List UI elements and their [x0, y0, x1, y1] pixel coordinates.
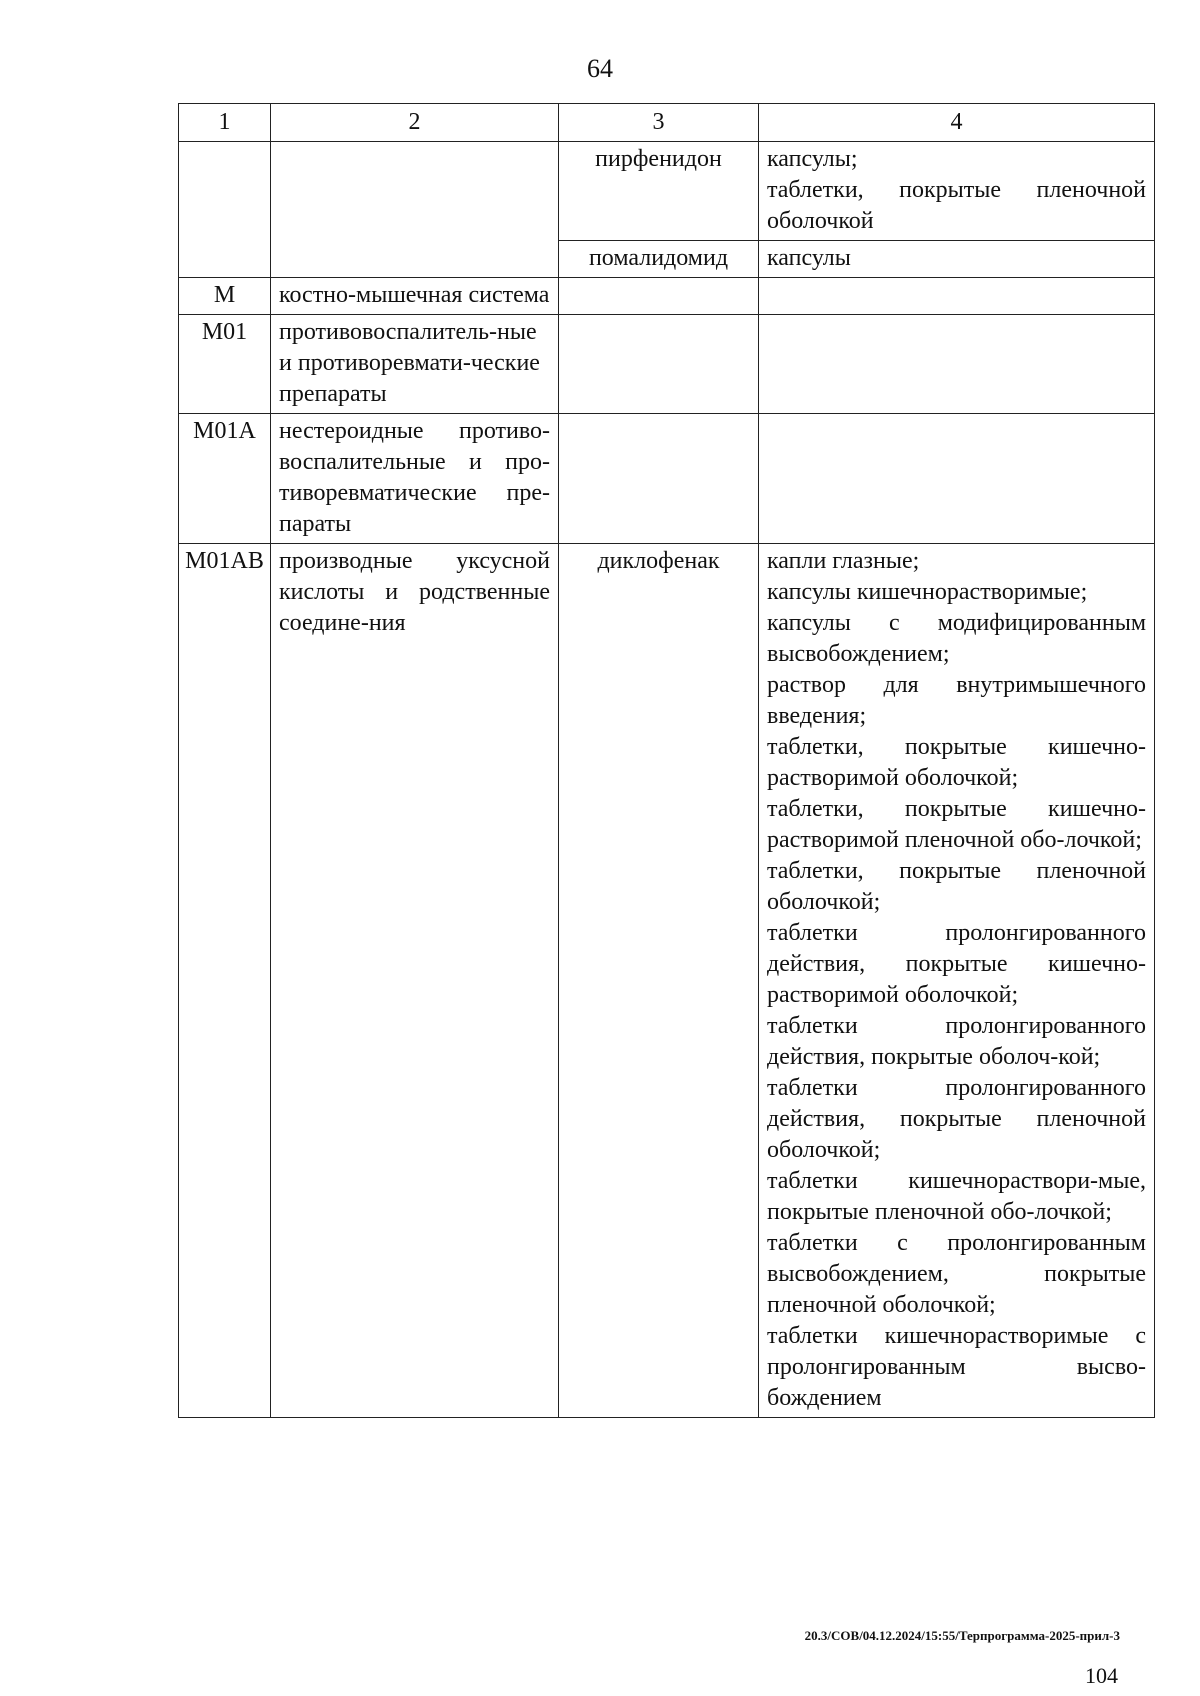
dosage-form-item: капсулы; — [767, 146, 858, 172]
dosage-form-item: капсулы кишечнорастворимые; — [767, 579, 1088, 605]
dosage-form-item: капли глазные; — [767, 548, 920, 574]
dosage-form-item: таблетки пролонгированного действия, покрытые оболоч-кой; — [767, 1013, 1146, 1070]
dosage-form-item: таблетки, покрытые пленочной оболочкой; — [767, 858, 1146, 915]
dosage-form-item: таблетки, покрытые кишечно-растворимой оболочкой; — [767, 734, 1146, 791]
drug-name-cell: помалидомид — [559, 241, 759, 278]
atc-code-cell: M — [179, 278, 271, 315]
atc-code-cell: M01 — [179, 315, 271, 414]
table-row — [179, 315, 1155, 414]
group-name-cell — [271, 142, 559, 278]
table-row — [179, 544, 1155, 1418]
header-cell: 2 — [271, 104, 559, 142]
dosage-forms-cell — [759, 241, 1155, 278]
group-name-cell: противовоспалитель-ные и противоревмати-ческие препараты — [271, 315, 559, 414]
table-row — [179, 142, 1155, 241]
dosage-forms-cell — [759, 142, 1155, 241]
atc-code-cell: M01A — [179, 414, 271, 544]
header-cell: 1 — [179, 104, 271, 142]
group-name-cell: костно-мышечная система — [271, 278, 559, 315]
group-name-cell: производные уксусной кислоты и родственные соедине-ния — [271, 544, 559, 1418]
dosage-forms-cell — [759, 278, 1155, 315]
dosage-form-item: таблетки пролонгированного действия, покрытые пленочной оболочкой; — [767, 1075, 1146, 1163]
dosage-form-item: таблетки с пролонгированным высвобождением, покрытые пленочной оболочкой; — [767, 1230, 1146, 1318]
drug-name-cell: пирфенидон — [559, 142, 759, 241]
table-row — [179, 278, 1155, 315]
dosage-form-item: таблетки пролонгированного действия, покрытые кишечно-растворимой оболочкой; — [767, 920, 1146, 1008]
dosage-form-item: таблетки кишечнорастворимые с пролонгированным высво-бождением — [767, 1323, 1146, 1411]
table-row — [179, 414, 1155, 544]
table-header-row — [179, 104, 1155, 142]
dosage-form-item: таблетки, покрытые пленочной оболочкой — [767, 177, 1146, 234]
page-number: 64 — [587, 54, 613, 83]
header-cell: 3 — [559, 104, 759, 142]
drug-table — [178, 103, 1155, 1418]
group-name-cell: нестероидные противо-воспалительные и про-тиворевматические пре-параты — [271, 414, 559, 544]
atc-code-cell: M01AB — [179, 544, 271, 1418]
dosage-forms-cell — [759, 315, 1155, 414]
dosage-form-item: капсулы — [767, 245, 851, 271]
dosage-forms-cell — [759, 414, 1155, 544]
dosage-form-item: капсулы с модифицированным высвобождением; — [767, 610, 1146, 667]
dosage-form-item: таблетки кишечнораствори-мые, покрытые пленочной обо-лочкой; — [767, 1168, 1146, 1225]
drug-name-cell — [559, 278, 759, 315]
document-reference: 20.3/СОВ/04.12.2024/15:55/Терпрограмма-2025-прил-3 — [804, 1628, 1120, 1643]
dosage-forms-cell — [759, 544, 1155, 1418]
drug-name-cell — [559, 414, 759, 544]
drug-name-cell — [559, 315, 759, 414]
atc-code-cell — [179, 142, 271, 278]
dosage-form-item: раствор для внутримышечного введения; — [767, 672, 1146, 729]
header-cell: 4 — [759, 104, 1155, 142]
dosage-form-item: таблетки, покрытые кишечно-растворимой пленочной обо-лочкой; — [767, 796, 1146, 853]
drug-name-cell: диклофенак — [559, 544, 759, 1418]
footer-page-number: 104 — [1085, 1663, 1118, 1688]
